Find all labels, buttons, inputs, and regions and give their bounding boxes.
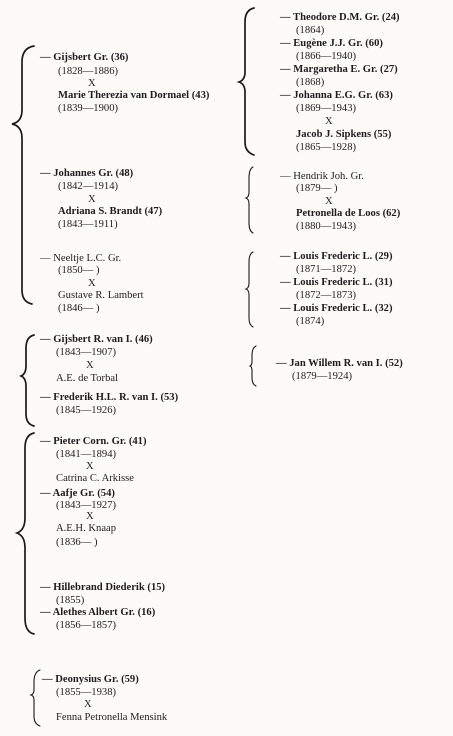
person-name: — Pieter Corn. Gr. (41)	[40, 436, 147, 447]
marriage-marker: X	[84, 699, 92, 710]
brace-group-6	[250, 346, 256, 386]
marriage-marker: X	[325, 196, 333, 207]
person-name: — Neeltje L.C. Gr.	[40, 253, 122, 264]
spouse-name: Gustave R. Lambert	[58, 290, 144, 301]
spouse-dates: (1846— )	[58, 303, 100, 314]
person-dates: (1856—1857)	[56, 620, 117, 631]
person-name: — Theodore D.M. Gr. (24)	[280, 12, 400, 23]
person-dates: (1864)	[296, 25, 325, 36]
marriage-marker: X	[88, 194, 96, 205]
marriage-marker: X	[88, 78, 96, 89]
marriage-marker: X	[88, 278, 96, 289]
person-dates: (1850— )	[58, 265, 100, 276]
marriage-marker: X	[86, 511, 94, 522]
spouse-name: Jacob J. Sipkens (55)	[296, 129, 392, 140]
person-dates: (1869—1943)	[296, 103, 357, 114]
spouse-dates: (1865—1928)	[296, 142, 357, 153]
brace-group-4	[246, 252, 253, 327]
person-dates: (1845—1926)	[56, 405, 117, 416]
person-dates: (1842—1914)	[58, 181, 119, 192]
brace-group-7	[17, 433, 34, 634]
spouse-name: A.E. de Torbal	[56, 373, 119, 384]
brace-group-2	[239, 8, 254, 155]
person-dates: (1879—1924)	[292, 371, 353, 382]
person-dates: (1843—1927)	[56, 500, 117, 511]
brace-group-8	[31, 670, 40, 726]
person-dates: (1871—1872)	[296, 264, 357, 275]
person-name: — Louis Frederic L. (29)	[280, 251, 393, 262]
person-name: — Gijsbert R. van I. (46)	[40, 334, 153, 345]
person-name: — Deonysius Gr. (59)	[42, 674, 139, 685]
person-name: — Aafje Gr. (54)	[40, 488, 115, 499]
person-name: — Jan Willem R. van I. (52)	[276, 358, 403, 369]
person-name: — Johanna E.G. Gr. (63)	[280, 90, 393, 101]
marriage-marker: X	[86, 461, 94, 472]
spouse-dates: (1839—1900)	[58, 103, 119, 114]
spouse-name: A.E.H. Knaap	[56, 523, 117, 534]
person-name: — Louis Frederic L. (31)	[280, 277, 393, 288]
brace-group-3	[246, 167, 253, 233]
brace-group-1	[12, 46, 34, 304]
person-name: — Louis Frederic L. (32)	[280, 303, 393, 314]
person-name: — Johannes Gr. (48)	[40, 168, 134, 179]
spouse-dates: (1843—1911)	[58, 219, 118, 230]
person-name: — Gijsbert Gr. (36)	[40, 52, 129, 63]
person-dates: (1855)	[56, 595, 85, 606]
person-dates: (1874)	[296, 316, 325, 327]
person-dates: (1841—1894)	[56, 449, 117, 460]
spouse-dates: (1880—1943)	[296, 221, 357, 232]
person-dates: (1879— )	[296, 183, 338, 194]
spouse-name: Catrina C. Arkisse	[56, 473, 134, 484]
marriage-marker: X	[86, 360, 94, 371]
person-name: — Hillebrand Diederik (15)	[40, 582, 166, 593]
person-dates: (1828—1886)	[58, 66, 119, 77]
person-dates: (1855—1938)	[56, 687, 117, 698]
person-name: — Margaretha E. Gr. (27)	[280, 64, 398, 75]
person-dates: (1872—1873)	[296, 290, 357, 301]
person-dates: (1866—1940)	[296, 51, 357, 62]
person-name: — Hendrik Joh. Gr.	[280, 171, 364, 182]
person-dates: (1868)	[296, 77, 325, 88]
person-dates: (1843—1907)	[56, 347, 117, 358]
brace-group-5	[21, 335, 34, 426]
spouse-dates: (1836— )	[56, 537, 98, 548]
marriage-marker: X	[325, 116, 333, 127]
spouse-name: Fenna Petronella Mensink	[56, 712, 168, 723]
person-name: — Frederik H.L. R. van I. (53)	[40, 392, 179, 403]
spouse-name: Adriana S. Brandt (47)	[58, 206, 163, 217]
person-name: — Alethes Albert Gr. (16)	[40, 607, 156, 618]
spouse-name: Marie Therezia van Dormael (43)	[58, 90, 210, 101]
person-name: — Eugène J.J. Gr. (60)	[280, 38, 383, 49]
spouse-name: Petronella de Loos (62)	[296, 208, 401, 219]
